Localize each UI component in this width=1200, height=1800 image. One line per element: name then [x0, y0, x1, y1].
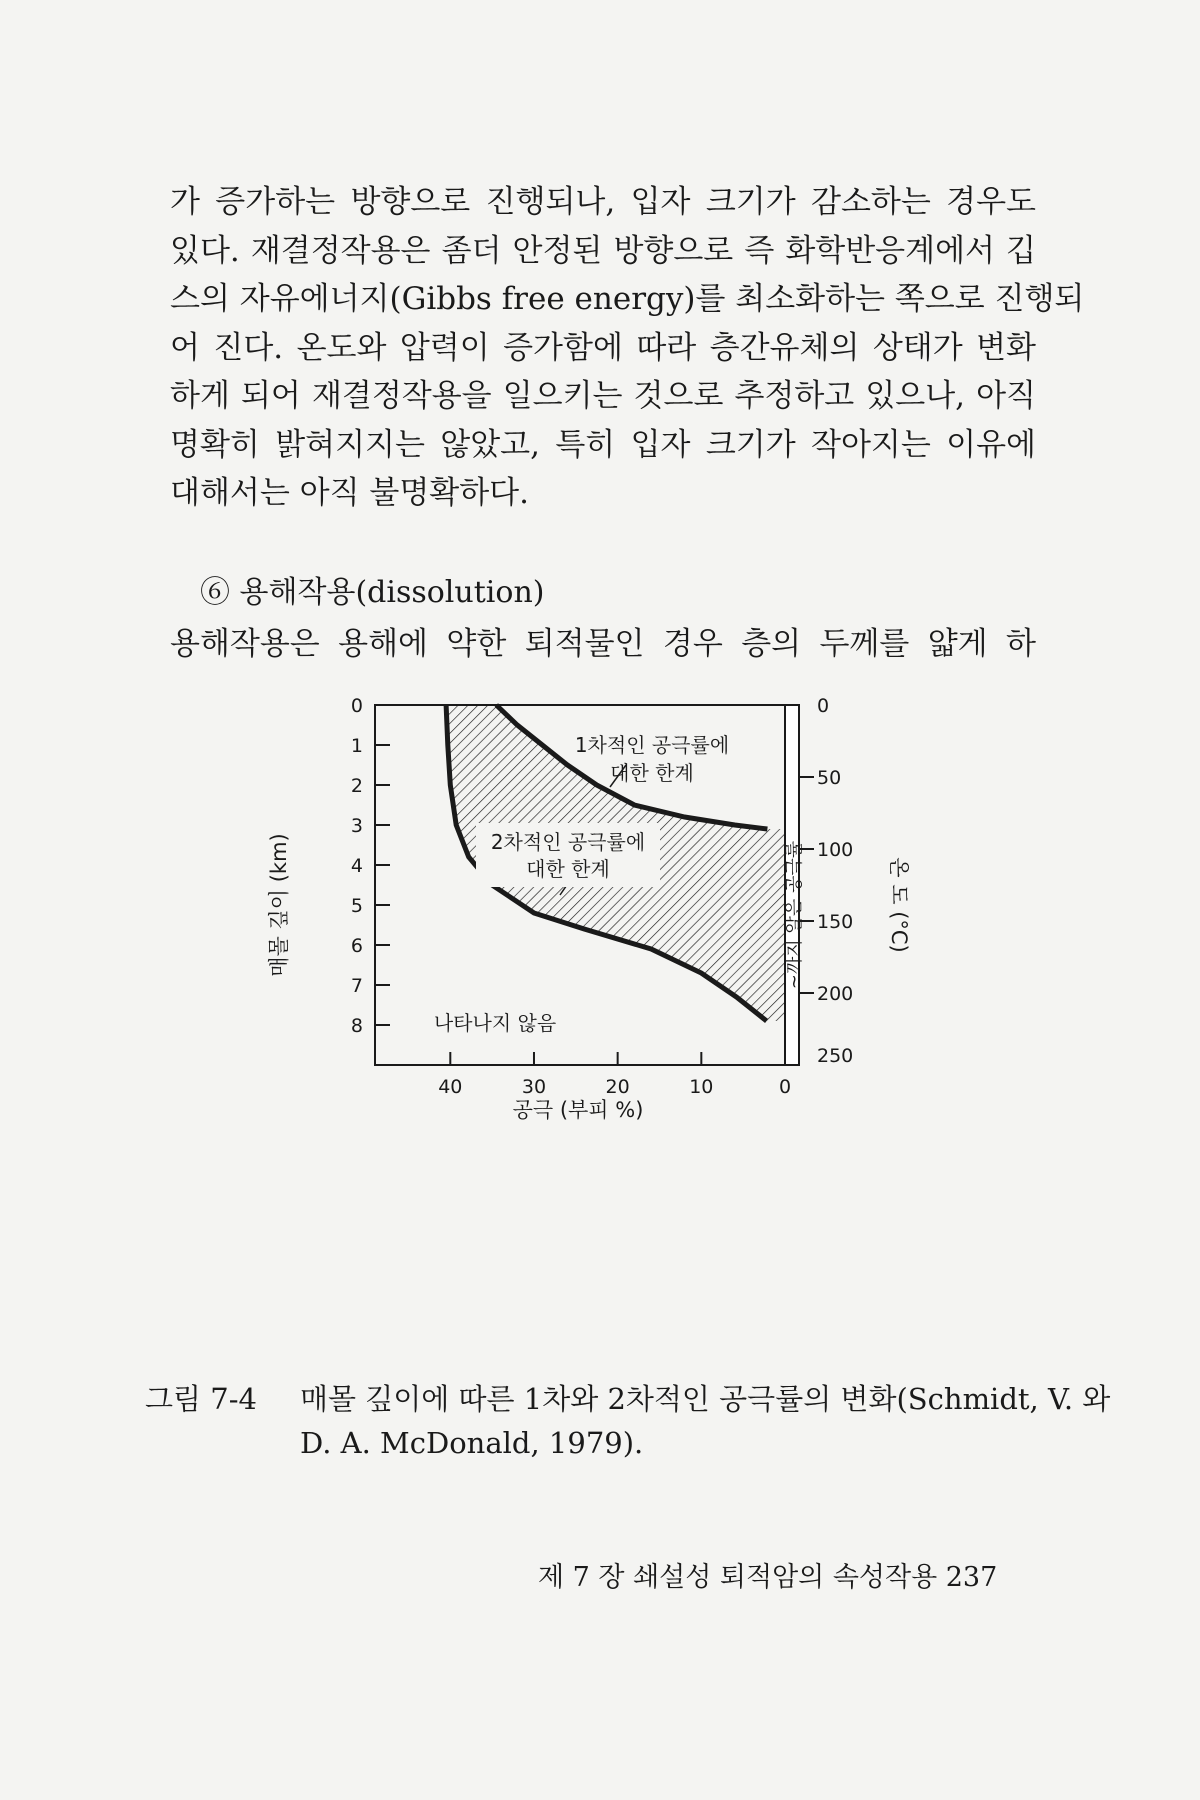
text-line: 스의 자유에너지(Gibbs free energy)를 최소화하는 쪽으로 진행되	[170, 281, 1085, 317]
text-line: 용해작용은 용해에 약한 퇴적물인 경우 층의 두께를 얇게 하	[170, 626, 1036, 662]
temperature-axis-title: 온 도 (°C)	[887, 857, 911, 953]
secondary-limit-label-line2: 대한 한계	[526, 857, 610, 881]
depth-tick-label: 1	[350, 735, 363, 757]
text-line: 대해서는 아직 불명확하다.	[170, 475, 529, 511]
depth-tick-label: 5	[350, 895, 363, 917]
temperature-tick-label: 200	[817, 983, 854, 1005]
secondary-limit-label-line1: 2차적인 공극률에	[490, 830, 646, 854]
depth-tick-label: 4	[350, 855, 363, 877]
depth-tick-label: 7	[350, 975, 363, 997]
porosity-chart	[267, 685, 911, 1125]
caption-label: 그림 7-4	[145, 1382, 257, 1416]
body-paragraph-1	[170, 178, 1085, 518]
band-label: ~까지 알은 공극률	[784, 840, 805, 990]
primary-limit-label-line1: 1차적인 공극률에	[574, 733, 730, 757]
porosity-depth-figure	[267, 685, 911, 1129]
depth-tick-label: 6	[350, 935, 363, 957]
depth-tick-label: 2	[350, 775, 363, 797]
porosity-tick-label: 0	[778, 1076, 792, 1098]
depth-axis-title: 매몰 깊이 (km)	[267, 833, 291, 977]
body-paragraph-2	[170, 620, 1036, 669]
caption-line-1: 매몰 깊이에 따른 1차와 2차적인 공극률의 변화(Schmidt, V. 와	[300, 1382, 1111, 1416]
porosity-tick-label: 10	[689, 1076, 714, 1098]
temperature-tick-label: 50	[817, 767, 842, 789]
porosity-tick-label: 30	[521, 1076, 547, 1098]
text-line: 어 진다. 온도와 압력이 증가함에 따라 층간유체의 상태가 변화	[170, 329, 1036, 366]
depth-tick-label: 3	[350, 815, 363, 837]
porosity-axis-title: 공극 (부피 %)	[512, 1098, 644, 1122]
porosity-tick-label: 20	[605, 1076, 630, 1098]
porosity-tick-label: 40	[438, 1076, 463, 1098]
temperature-tick-label: 250	[817, 1045, 854, 1067]
primary-limit-label-line2: 대한 한계	[610, 761, 694, 785]
text-line: 명확히 밝혀지지는 않았고, 특히 입자 크기가 작아지는 이유에	[170, 426, 1036, 463]
absent-region-label: 나타나지 않음	[433, 1011, 557, 1035]
figure-caption	[145, 1377, 1110, 1465]
depth-tick-label: 8	[350, 1015, 363, 1037]
temperature-tick-label: 100	[817, 839, 854, 861]
text-line: 있다. 재결정작용은 좀더 안정된 방향으로 즉 화학반응계에서 깁	[170, 232, 1036, 269]
temperature-tick-label: 150	[817, 911, 854, 933]
temperature-tick-label: 0	[817, 695, 830, 717]
text-line: 하게 되어 재결정작용을 일으키는 것으로 추정하고 있으나, 아직	[170, 378, 1036, 414]
page-footer: 제 7 장 쇄설성 퇴적암의 속성작용 237	[538, 1562, 998, 1593]
caption-line-2: D. A. McDonald, 1979).	[300, 1426, 644, 1460]
depth-tick-label: 0	[350, 695, 363, 717]
text-line: 가 증가하는 방향으로 진행되나, 입자 크기가 감소하는 경우도	[170, 184, 1036, 220]
section-heading: ⑥ 용해작용(dissolution)	[200, 575, 545, 610]
